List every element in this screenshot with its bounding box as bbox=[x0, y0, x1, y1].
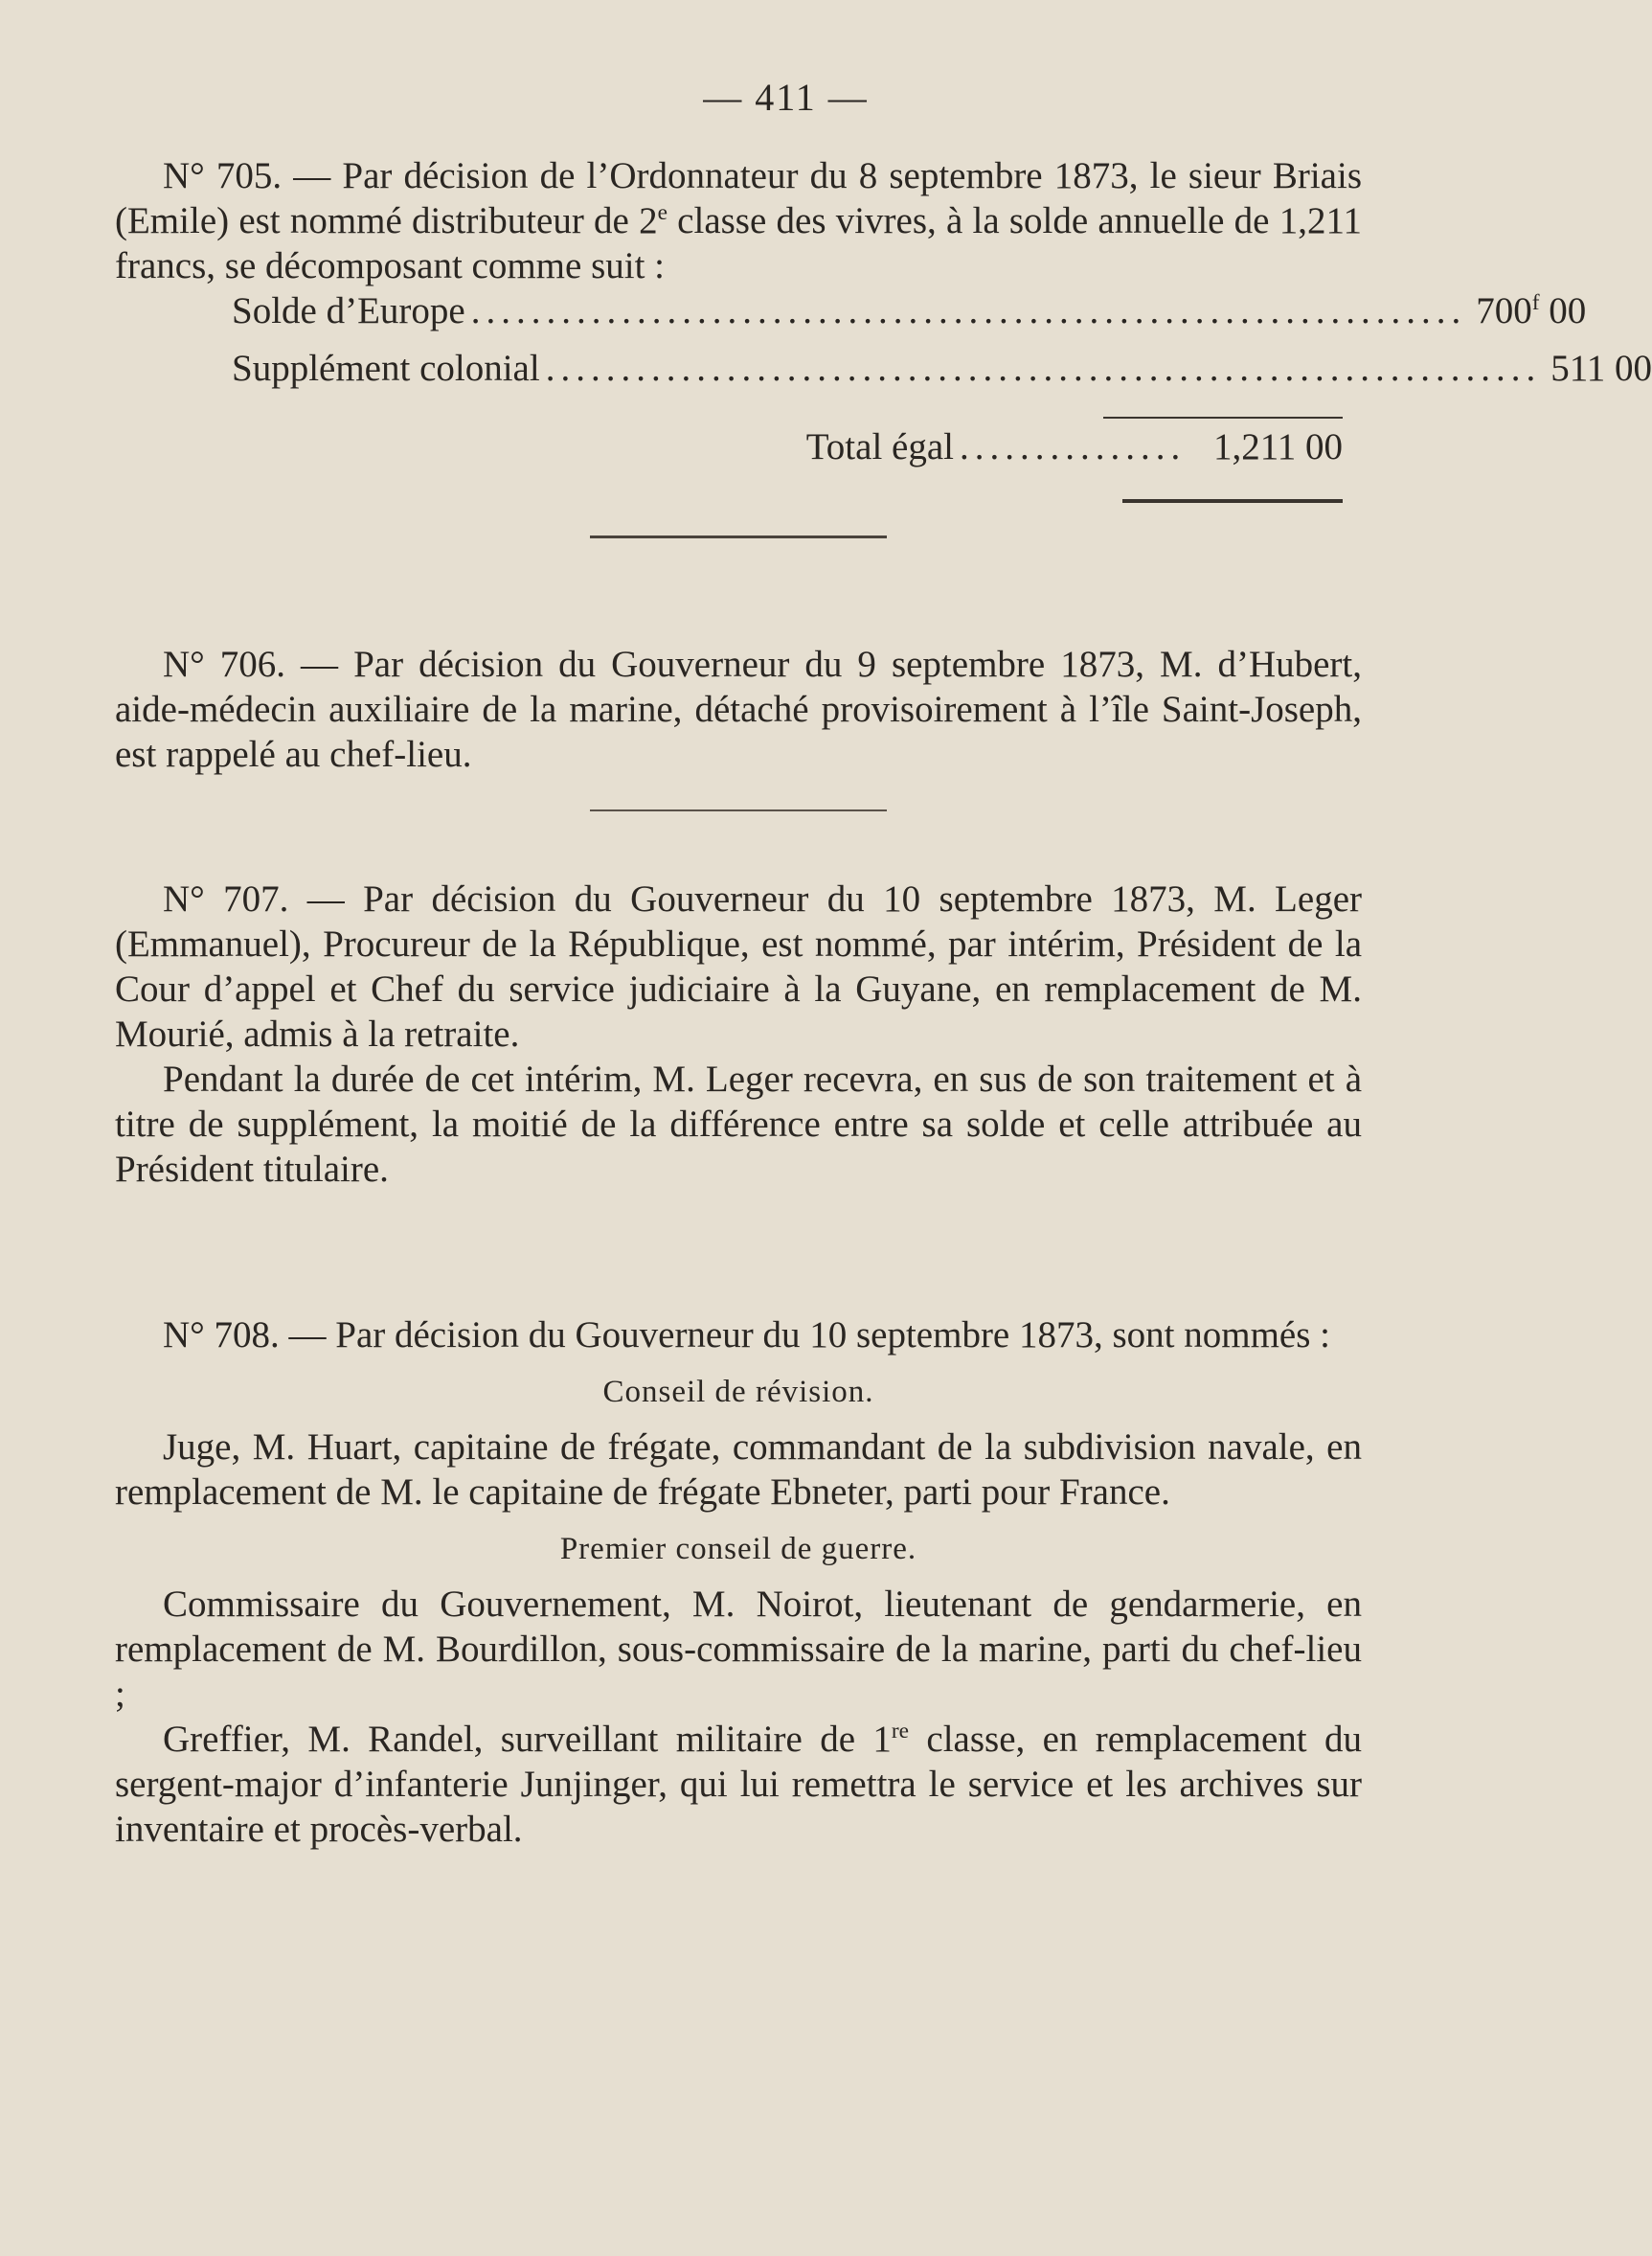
total-underline bbox=[1122, 499, 1343, 503]
page-number: — 411 — bbox=[703, 76, 869, 119]
total-amount: 1,211 00 bbox=[1212, 426, 1343, 467]
section-705 bbox=[115, 153, 1652, 538]
total-rule bbox=[1103, 417, 1343, 419]
section-708-para-3: Greffier, M. Randel, surveillant militaire de 1re classe, en remplacement du sergent-major d’infanterie Junjinger, qui lui remettra le service et les archives sur inventaire et procès-verbal. bbox=[115, 1719, 1362, 1850]
section-706-text: N° 706. — Par décision du Gouverneur du 9 septembre 1873, M. d’Hubert, aide-médecin auxiliaire de la marine, détaché provisoirement à l’île Saint-Joseph, est rappelé au chef-lieu. bbox=[115, 644, 1362, 775]
section-707-text-2: Pendant la durée de cet intérim, M. Leger recevra, en sus de son traitement et à titre de supplément, la moitié de la différence entre sa solde et celle attribuée au Président titulaire. bbox=[115, 1059, 1362, 1190]
ledger-row bbox=[232, 288, 1587, 346]
ledger-amount: 511 00 bbox=[1550, 348, 1652, 389]
section-divider bbox=[590, 536, 887, 538]
section-708-para-2: Commissaire du Gouvernement, M. Noirot, lieutenant de gendarmerie, en remplacement de M. Bourdillon, sous-commissaire de la marine, parti du chef-lieu ; bbox=[115, 1584, 1362, 1715]
section-708-intro: N° 708. — Par décision du Gouverneur du 10 septembre 1873, sont nommés : bbox=[163, 1314, 1330, 1356]
subheading-conseil-revision: Conseil de révision. bbox=[602, 1375, 874, 1409]
total-row bbox=[232, 424, 1343, 486]
section-707 bbox=[115, 877, 1362, 1192]
leader-dots: ............... bbox=[960, 426, 1187, 467]
section-706 bbox=[115, 642, 1362, 811]
ledger-label: Solde d’Europe bbox=[232, 290, 465, 331]
leader-dots: .................................................................. bbox=[545, 348, 1542, 389]
subheading-conseil-guerre: Premier conseil de guerre. bbox=[559, 1532, 917, 1566]
section-divider bbox=[590, 809, 887, 811]
section-708-para-1: Juge, M. Huart, capitaine de frégate, commandant de la subdivision navale, en remplacement de M. le capitaine de frégate Ebneter, parti pour France. bbox=[115, 1426, 1362, 1513]
section-707-text: N° 707. — Par décision du Gouverneur du 10 septembre 1873, M. Leger (Emmanuel), Procureur de la République, est nommé, par intérim, Président de la Cour d’appel et Chef du service judiciaire à la Guyane, en remplacement de M. Mourié, admis à la retraite. bbox=[115, 878, 1362, 1055]
pay-breakdown bbox=[232, 288, 1652, 503]
ledger-label: Supplément colonial bbox=[232, 348, 540, 389]
section-708 bbox=[115, 1312, 1362, 1852]
section-705-intro: N° 705. — Par décision de l’Ordonnateur du 8 septembre 1873, le sieur Briais (Emile) est nommé distributeur de 2e classe des vivres, à la solde annuelle de 1,211 francs, se décomposant comme suit : bbox=[115, 155, 1362, 286]
ledger-row bbox=[232, 346, 1652, 403]
leader-dots: .................................................................. bbox=[470, 290, 1467, 331]
ledger-amount: 700$^f$ 00 bbox=[1476, 290, 1587, 331]
total-label: Total égal bbox=[805, 426, 954, 467]
